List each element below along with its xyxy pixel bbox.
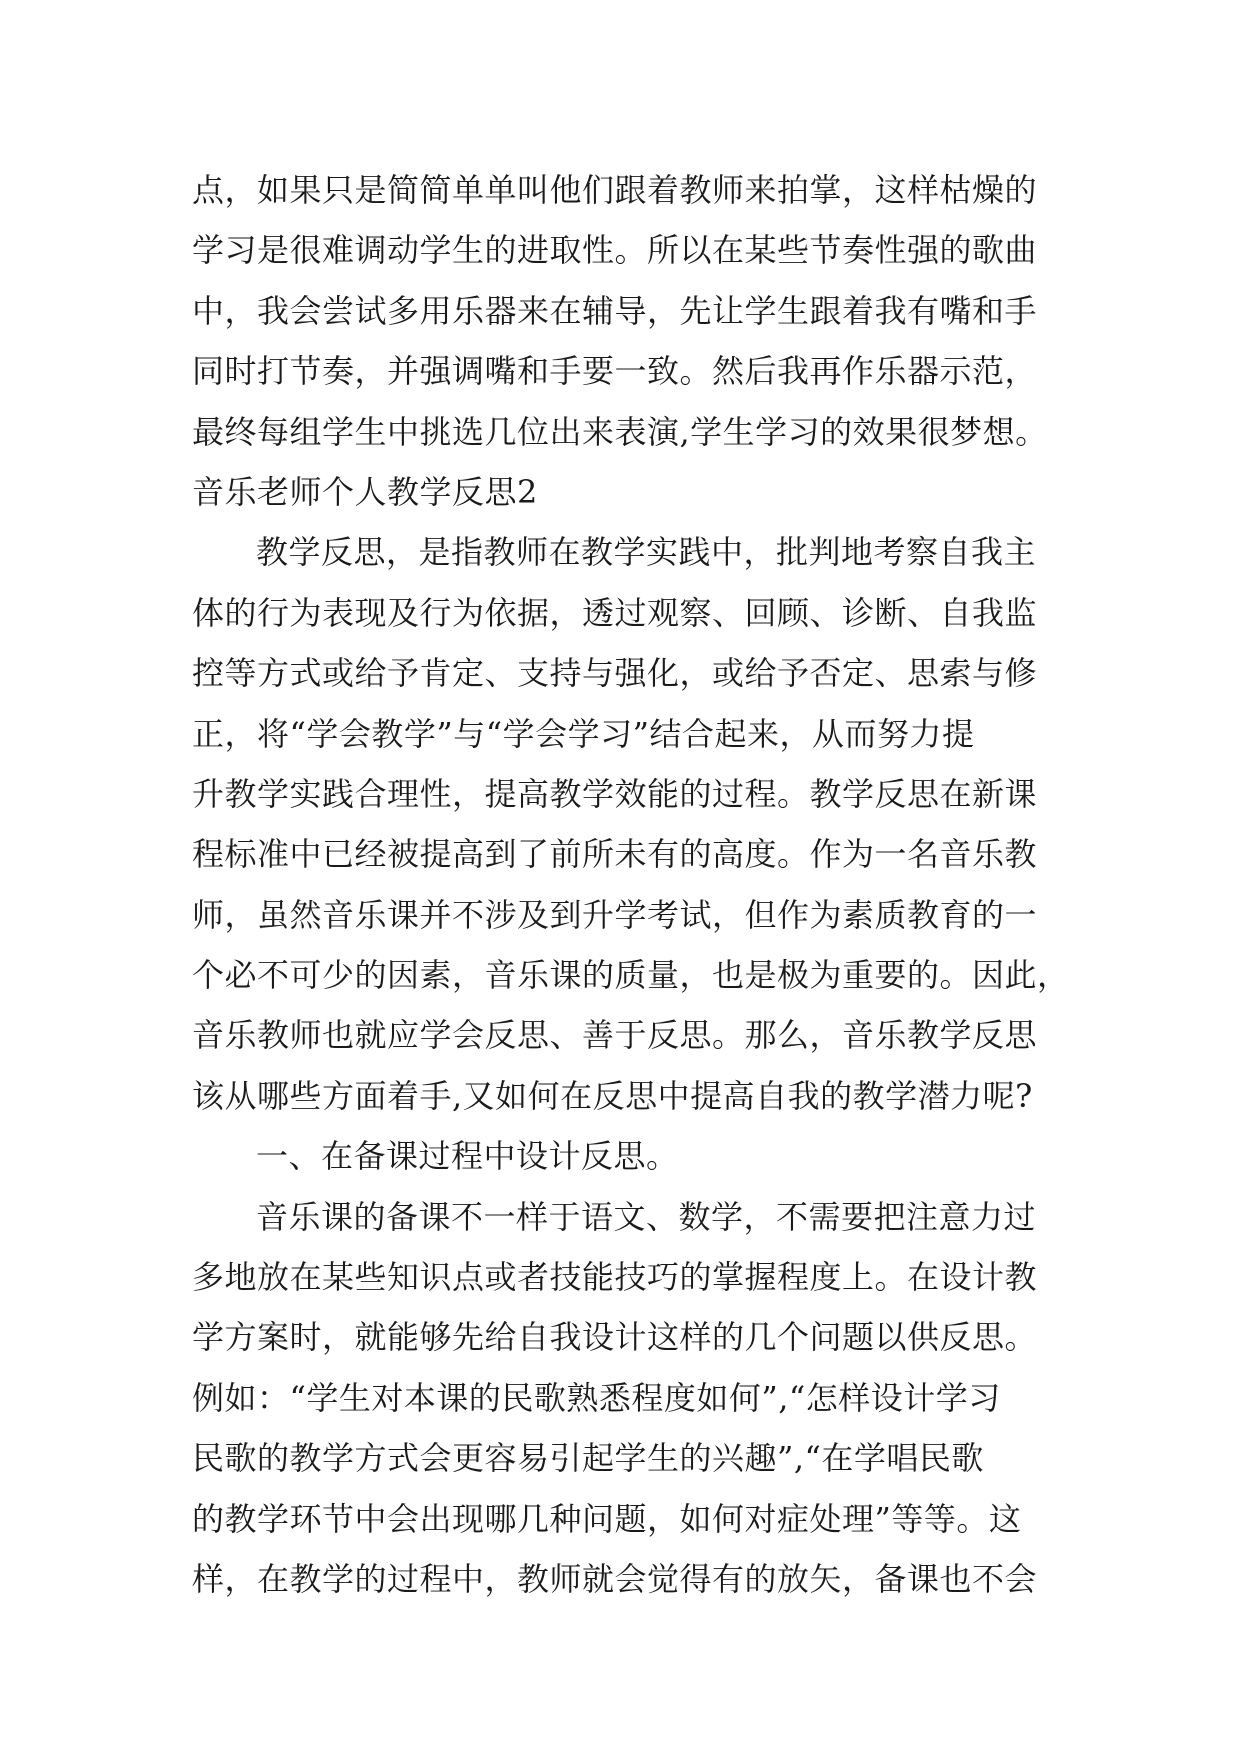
- text-line: 点，如果只是简简单单叫他们跟着教师来拍掌，这样枯燥的: [192, 171, 1038, 209]
- text-line: 学方案时，就能够先给自我设计这样的几个问题以供反思。: [192, 1318, 1038, 1357]
- text-line: 学习是很难调动学生的进取性。所以在某些节奏性强的歌曲: [192, 231, 1038, 270]
- text-line: 音乐课的备课不一样于语文、数学，不需要把注意力过: [256, 1197, 1037, 1236]
- text-line: 师，虽然音乐课并不涉及到升学考试，但作为素质教育的一: [192, 895, 1038, 934]
- text-line: 正，将“学会教学”与“学会学习”结合起来，从而努力提: [192, 714, 975, 753]
- document-body: [192, 160, 1072, 1609]
- text-line: 同时打节奏，并强调嘴和手要一致。然后我再作乐器示范，: [192, 352, 1038, 391]
- text-line: 程标准中已经被提高到了前所未有的高度。作为一名音乐教: [192, 835, 1038, 874]
- text-line: 音乐老师个人教学反思2: [192, 472, 538, 511]
- text-line: 该从哪些方面着手,又如何在反思中提高自我的教学潜力呢?: [192, 1076, 1033, 1115]
- text-line: 音乐教师也就应学会反思、善于反思。那么，音乐教学反思: [192, 1016, 1038, 1055]
- text-line: 个必不可少的因素，音乐课的质量，也是极为重要的。因此，: [192, 956, 1070, 995]
- text-line: 控等方式或给予肯定、支持与强化，或给予否定、思索与修: [192, 654, 1038, 693]
- text-line: 一、在备课过程中设计反思。: [256, 1137, 679, 1176]
- text-line: 升教学实践合理性，提高教学效能的过程。教学反思在新课: [192, 774, 1038, 813]
- text-line: 最终每组学生中挑选几位出来表演,学生学习的效果很梦想。: [192, 412, 1048, 451]
- text-line: 样，在教学的过程中，教师就会觉得有的放矢，备课也不会: [192, 1559, 1038, 1598]
- text-line: 中，我会尝试多用乐器来在辅导，先让学生跟着我有嘴和手: [192, 291, 1038, 330]
- text-line: 民歌的教学方式会更容易引起学生的兴趣”,“在学唱民歌: [192, 1439, 984, 1478]
- text-line: 的教学环节中会出现哪几种问题，如何对症处理”等等。这: [192, 1499, 1022, 1538]
- text-line: 多地放在某些知识点或者技能技巧的掌握程度上。在设计教: [192, 1258, 1038, 1297]
- text-line: 例如：“学生对本课的民歌熟悉程度如何”,“怎样设计学习: [192, 1378, 1001, 1417]
- text-line: 体的行为表现及行为依据，透过观察、回顾、诊断、自我监: [192, 593, 1038, 632]
- text-line: 教学反思，是指教师在教学实践中，批判地考察自我主: [256, 533, 1037, 572]
